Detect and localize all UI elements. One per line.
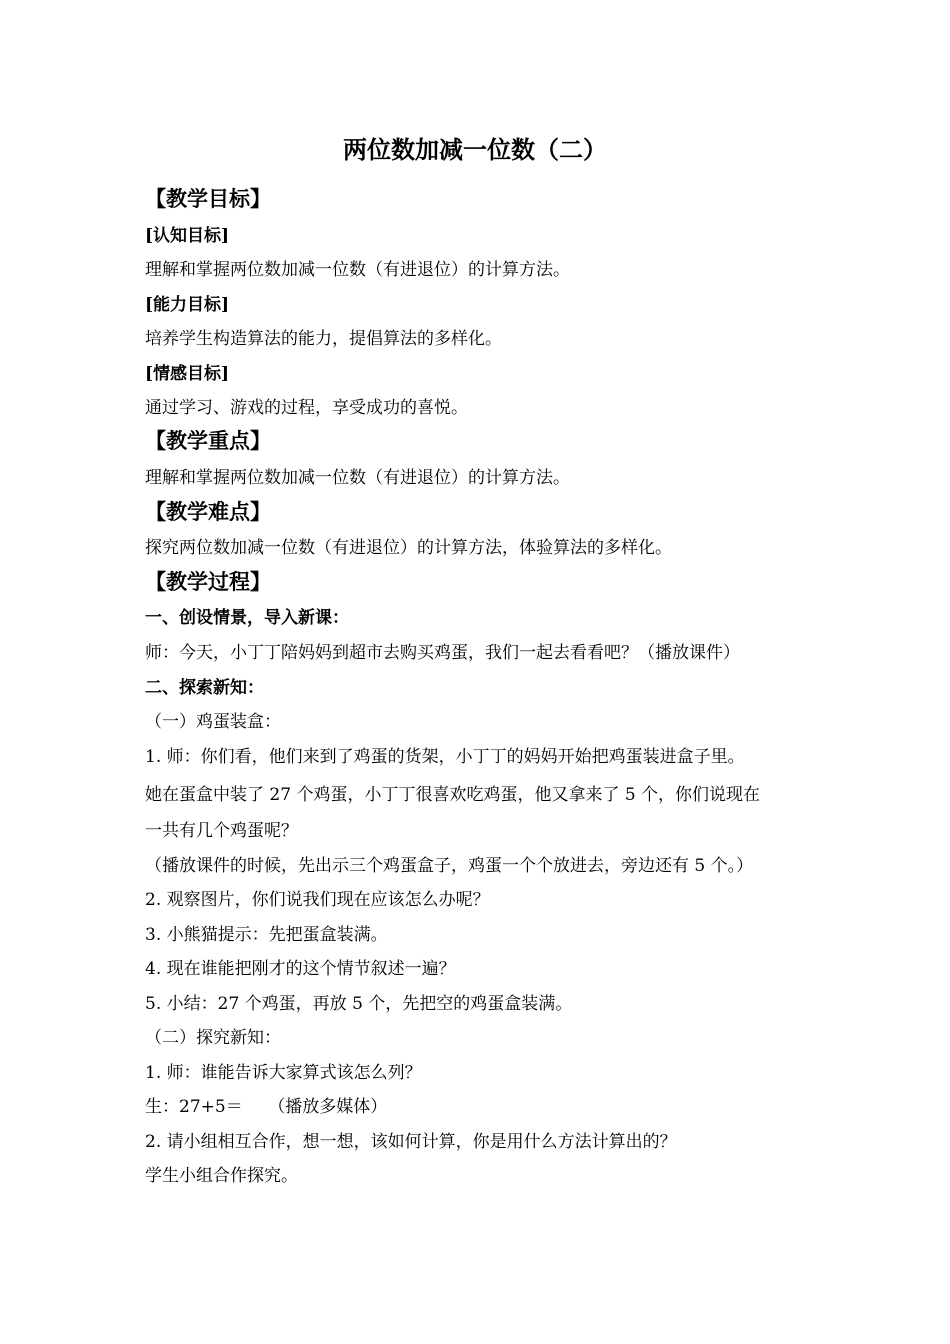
cognitive-heading: [认知目标]: [145, 226, 230, 246]
emotion-heading: [情感目标]: [145, 364, 230, 384]
sub2-heading: （二）探究新知：: [145, 1028, 281, 1048]
objectives-heading: 【教学目标】: [145, 186, 271, 211]
sub2-student: 生：27+5＝ （播放多媒体）: [145, 1097, 388, 1117]
sub1-note: （播放课件的时候，先出示三个鸡蛋盒子，鸡蛋一个个放进去，旁边还有 5 个。）: [145, 856, 754, 876]
part2-heading: 二、探索新知：: [145, 678, 264, 698]
sub1-heading: （一）鸡蛋装盒：: [145, 712, 281, 732]
key-heading: 【教学重点】: [145, 428, 271, 453]
difficulty-heading: 【教学难点】: [145, 499, 271, 524]
sub1-item2: 2. 观察图片，你们说我们现在应该怎么办呢？: [145, 890, 490, 910]
sub1-item1-line1: 1. 师：你们看，他们来到了鸡蛋的货架，小丁丁的妈妈开始把鸡蛋装进盒子里。: [145, 747, 745, 767]
sub1-item4: 4. 现在谁能把刚才的这个情节叙述一遍？: [145, 959, 456, 979]
sub2-activity: 学生小组合作探究。: [145, 1166, 298, 1186]
ability-text: 培养学生构造算法的能力，提倡算法的多样化。: [145, 329, 502, 349]
key-text: 理解和掌握两位数加减一位数（有进退位）的计算方法。: [145, 468, 570, 488]
cognitive-text: 理解和掌握两位数加减一位数（有进退位）的计算方法。: [145, 260, 570, 280]
difficulty-text: 探究两位数加减一位数（有进退位）的计算方法，体验算法的多样化。: [145, 538, 672, 558]
part1-heading: 一、创设情景，导入新课：: [145, 608, 349, 628]
sub2-item1: 1. 师：谁能告诉大家算式该怎么列？: [145, 1063, 422, 1083]
sub1-item5: 5. 小结：27 个鸡蛋，再放 5 个，先把空的鸡蛋盒装满。: [145, 994, 573, 1014]
sub1-item1-line2: 她在蛋盒中装了 27 个鸡蛋，小丁丁很喜欢吃鸡蛋，他又拿来了 5 个，你们说现在: [145, 785, 761, 805]
process-heading: 【教学过程】: [145, 569, 271, 594]
part1-text: 师：今天，小丁丁陪妈妈到超市去购买鸡蛋，我们一起去看看吧？（播放课件）: [145, 643, 740, 663]
sub1-item1-line3: 一共有几个鸡蛋呢？: [145, 821, 298, 841]
sub2-item2: 2. 请小组相互合作，想一想，该如何计算，你是用什么方法计算出的？: [145, 1132, 677, 1152]
ability-heading: [能力目标]: [145, 295, 230, 315]
emotion-text: 通过学习、游戏的过程，享受成功的喜悦。: [145, 398, 468, 418]
sub1-item3: 3. 小熊猫提示：先把蛋盒装满。: [145, 925, 388, 945]
page-title: 两位数加减一位数（二）: [343, 135, 607, 164]
